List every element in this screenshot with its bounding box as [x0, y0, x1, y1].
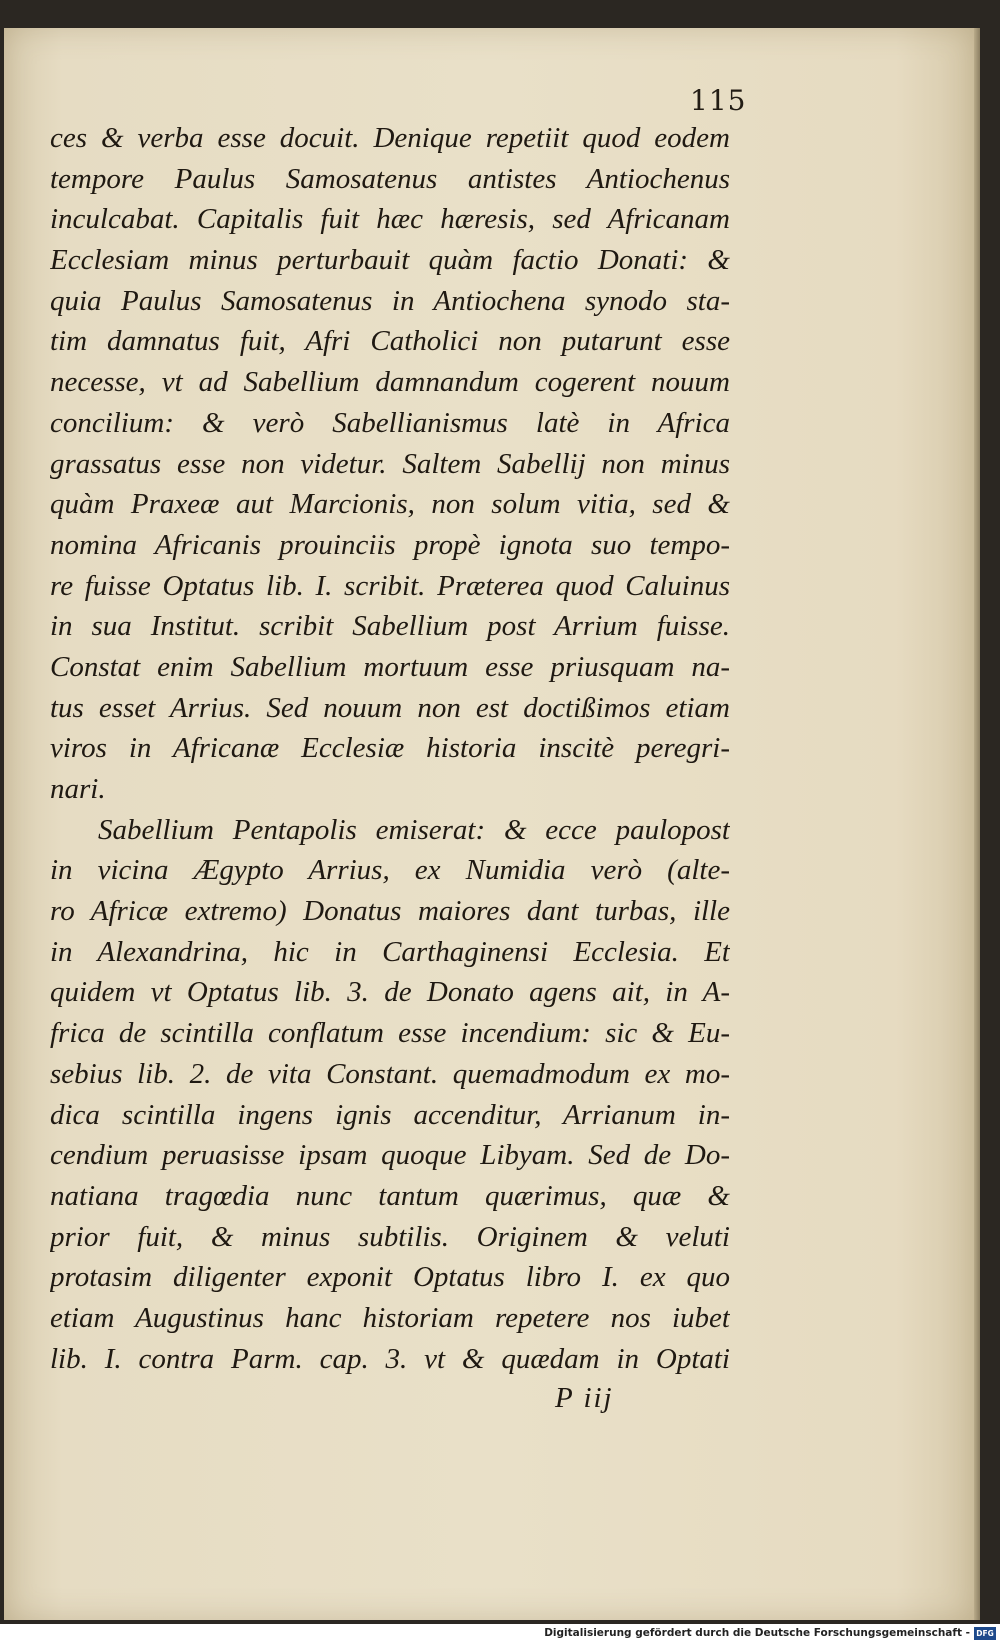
funding-notice: Digitalisierung gefördert durch die Deutsche Forschungsgemeinschaft -	[544, 1627, 970, 1639]
text-line: natiana tragœdia nunc tantum quærimus, quæ &	[50, 1179, 730, 1212]
text-line: cendium peruasisse ipsam quoque Libyam. Sed de Do-	[50, 1139, 730, 1172]
text-line: sebius lib. 2. de vita Constant. quemadmodum ex mo-	[50, 1057, 730, 1090]
text-line: Constat enim Sabellium mortuum esse priusquam na-	[50, 650, 730, 683]
text-line: frica de scintilla conflatum esse incendium: sic & Eu-	[50, 1017, 730, 1050]
text-line: in vicina Ægypto Arrius, ex Numidia verò (alte-	[50, 854, 730, 887]
page-edge	[974, 28, 980, 1620]
text-line: lib. I. contra Parm. cap. 3. vt & quædam in Optati	[50, 1342, 730, 1375]
text-line: quidem vt Optatus lib. 3. de Donato agens ait, in A-	[50, 976, 730, 1009]
signature-mark: P iij	[555, 1382, 614, 1414]
text-line: in Alexandrina, hic in Carthaginensi Ecclesia. Et	[50, 935, 730, 968]
text-line: tus esset Arrius. Sed nouum non est doctißimos etiam	[50, 691, 730, 724]
text-line: concilium: & verò Sabellianismus latè in Africa	[50, 406, 730, 439]
text-line: ces & verba esse docuit. Denique repetiit quod eodem	[50, 122, 730, 154]
text-line: ro Africæ extremo) Donatus maiores dant turbas, ille	[50, 895, 730, 928]
text-line: Ecclesiam minus perturbauit quàm factio Donati: &	[50, 244, 730, 277]
text-line: inculcabat. Capitalis fuit hæc hæresis, sed Africanam	[50, 203, 730, 236]
text-line: re fuisse Optatus lib. I. scribit. Præterea quod Caluinus	[50, 569, 730, 602]
text-line: viros in Africanæ Ecclesiæ historia inscitè peregri-	[50, 732, 730, 765]
footer-bar	[0, 1624, 1000, 1644]
body-text	[50, 118, 730, 1379]
text-line: tempore Paulus Samosatenus antistes Antiochenus	[50, 162, 730, 195]
text-line: quia Paulus Samosatenus in Antiochena synodo sta-	[50, 284, 730, 317]
text-line: in sua Institut. scribit Sabellium post Arrium fuisse.	[50, 610, 730, 643]
paragraph-1	[50, 118, 730, 810]
text-line: nomina Africanis prouinciis propè ignota suo tempo-	[50, 528, 730, 561]
text-line: protasim diligenter exponit Optatus libro I. ex quo	[50, 1261, 730, 1294]
text-line: tim damnatus fuit, Afri Catholici non putarunt esse	[50, 325, 730, 358]
text-line: quàm Praxeæ aut Marcionis, non solum vitia, sed &	[50, 488, 730, 521]
text-line: etiam Augustinus hanc historiam repetere nos iubet	[50, 1301, 730, 1334]
text-line: prior fuit, & minus subtilis. Originem & veluti	[50, 1220, 730, 1253]
page-number: 115	[690, 84, 747, 117]
text-line: necesse, vt ad Sabellium damnandum cogerent nouum	[50, 366, 730, 399]
dfg-logo-icon: DFG	[974, 1627, 996, 1640]
text-line: nari.	[50, 773, 106, 805]
paragraph-2	[50, 810, 730, 1380]
text-line: grassatus esse non videtur. Saltem Sabellij non minus	[50, 447, 730, 480]
text-line: Sabellium Pentapolis emiserat: & ecce paulopost	[98, 813, 730, 846]
text-line: dica scintilla ingens ignis accenditur, Arrianum in-	[50, 1098, 730, 1131]
